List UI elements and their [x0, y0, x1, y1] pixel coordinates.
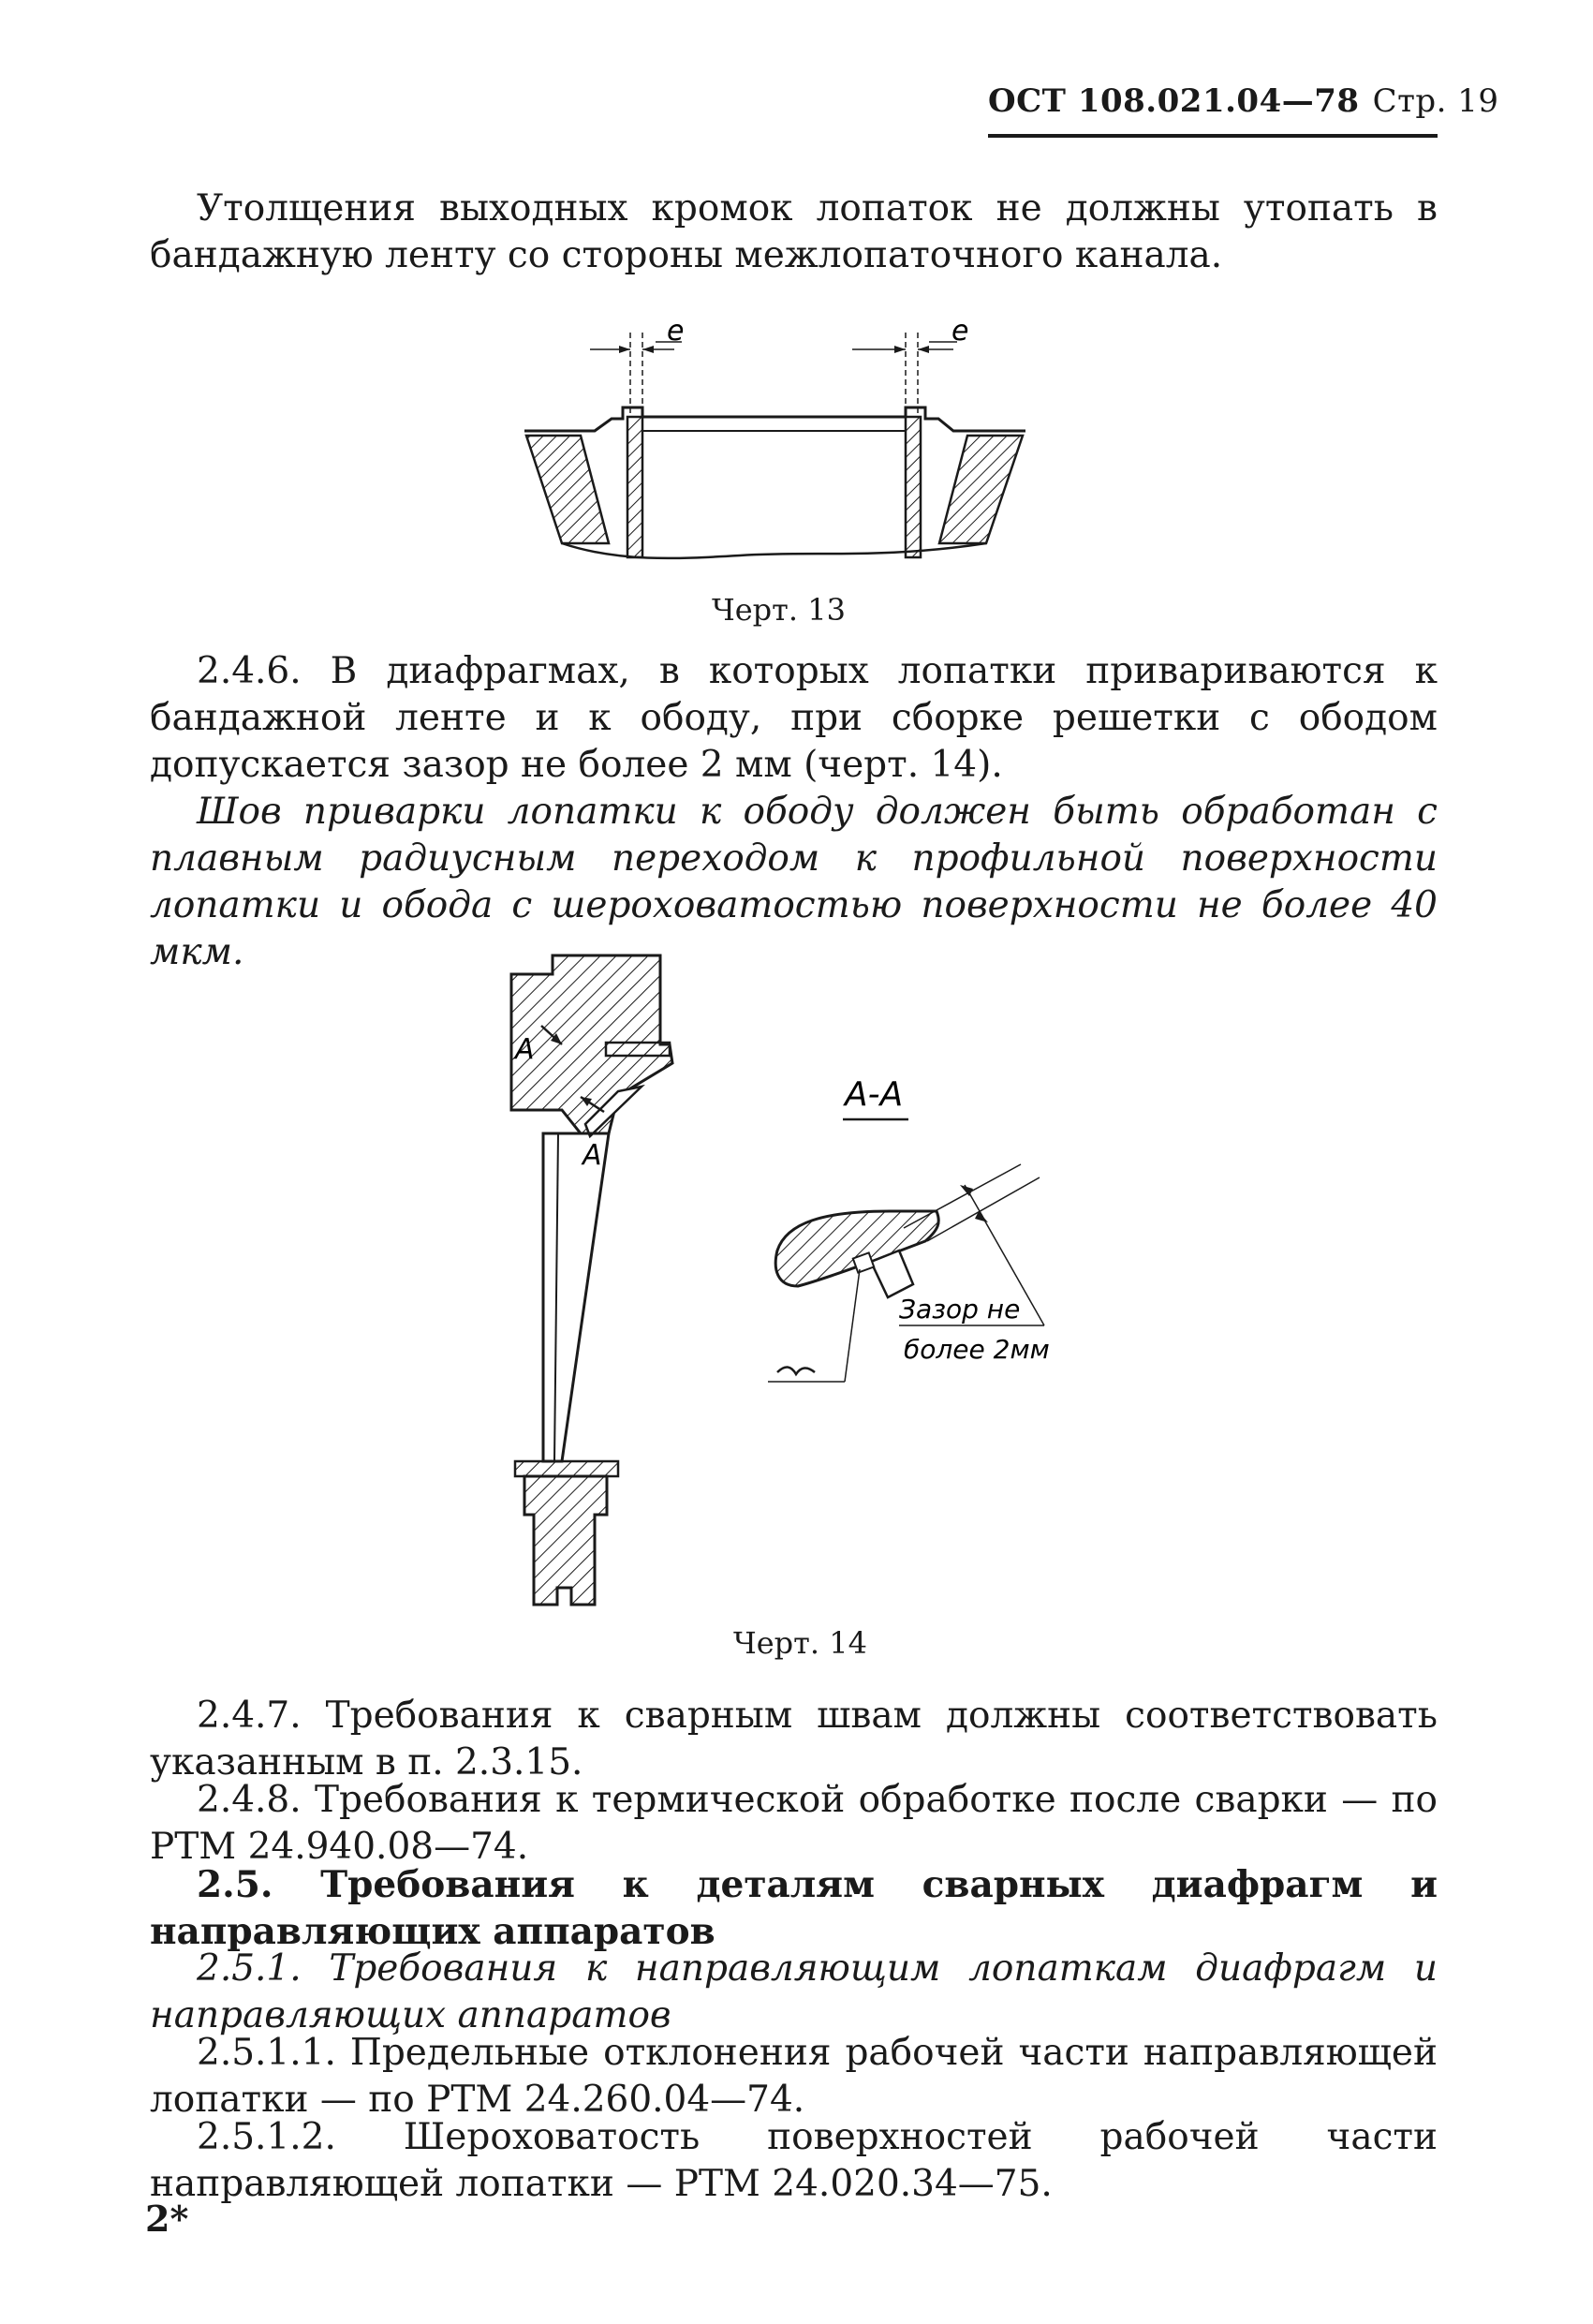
figure-13 [506, 314, 1040, 581]
band-strip [606, 1043, 670, 1056]
gap-dimension-line-1 [904, 1164, 1021, 1228]
subsection-heading-2-5-1: 2.5.1. Требования к направляющим лопаткам диафрагм и направляющих аппаратов [150, 1947, 1438, 2036]
paragraph-2-4-6: 2.4.6. В диафрагмах, в которых лопатки привариваются к бандажной ленте и к ободу, при сборке решетки с ободом допускается зазор не более 2 мм (черт. 14). [150, 650, 1438, 786]
dimension-label-left: e [667, 315, 685, 348]
hatched-section-right [939, 436, 1023, 543]
section-title: А-А [845, 1075, 904, 1114]
body-outline-right [906, 407, 1025, 431]
paragraph-2-4-7: 2.4.7. Требования к сварным швам должны соответствовать указанным в п. 2.3.15. [150, 1695, 1438, 1784]
gap-note-line2: более 2мм [904, 1334, 1050, 1365]
dimension-right [852, 315, 968, 417]
paragraph-2-4-6-italic: Шов приварки лопатки к ободу должен быть обработан с плавным радиусным переходом к профильной поверхности лопатки и обода с шероховатостью поверхности не более 40 мкм. [150, 791, 1438, 973]
paragraph-2-5-1-1: 2.5.1.1. Предельные отклонения рабочей части направляющей лопатки — по РТМ 24.260.04—74. [150, 2032, 1438, 2121]
figure-13-caption: Черт. 13 [712, 592, 846, 628]
figure-14-caption: Черт. 14 [733, 1625, 867, 1661]
figure-14 [496, 932, 1077, 1625]
dimension-left [590, 315, 684, 417]
gap-dimension-line-2 [927, 1177, 1040, 1241]
weld-leader [845, 1269, 860, 1382]
bottom-band [515, 1461, 618, 1476]
weld-symbol-icon [777, 1367, 815, 1374]
page-number: Стр. 19 [1372, 82, 1499, 120]
paragraph-2-5-1-2: 2.5.1.2. Шероховатость поверхностей рабочей части направляющей лопатки — РТМ 24.020.34—75. [150, 2116, 1438, 2205]
dimension-label-right: e [951, 315, 969, 348]
doc-code: ОСТ 108.021.04—78 [988, 82, 1360, 120]
blade-edge-left [627, 417, 642, 557]
blade-inner-edge [554, 1133, 558, 1461]
body-outline-left [524, 407, 642, 431]
hatched-section-left [526, 436, 609, 543]
blade-body [543, 1133, 609, 1461]
blade-edge-right [906, 417, 921, 557]
gap-note-line1: Зазор не [899, 1294, 1021, 1325]
document-header [988, 82, 1499, 120]
paragraph-2-4-8: 2.4.8. Требования к термической обработке после сварки — по РТМ 24.940.08—74. [150, 1779, 1438, 1868]
break-line [562, 543, 986, 558]
sheet-mark: 2* [145, 2198, 189, 2240]
root-section [524, 1476, 607, 1605]
paragraph-intro: Утолщения выходных кромок лопаток не должны утопать в бандажную ленту со стороны межлопаточного канала. [150, 187, 1438, 276]
marker-label-top: А [515, 1033, 535, 1066]
header-rule [988, 134, 1438, 138]
section-heading-2-5: 2.5. Требования к деталям сварных диафрагм и направляющих аппаратов [150, 1863, 1438, 1953]
marker-label-bottom: А [583, 1139, 602, 1172]
